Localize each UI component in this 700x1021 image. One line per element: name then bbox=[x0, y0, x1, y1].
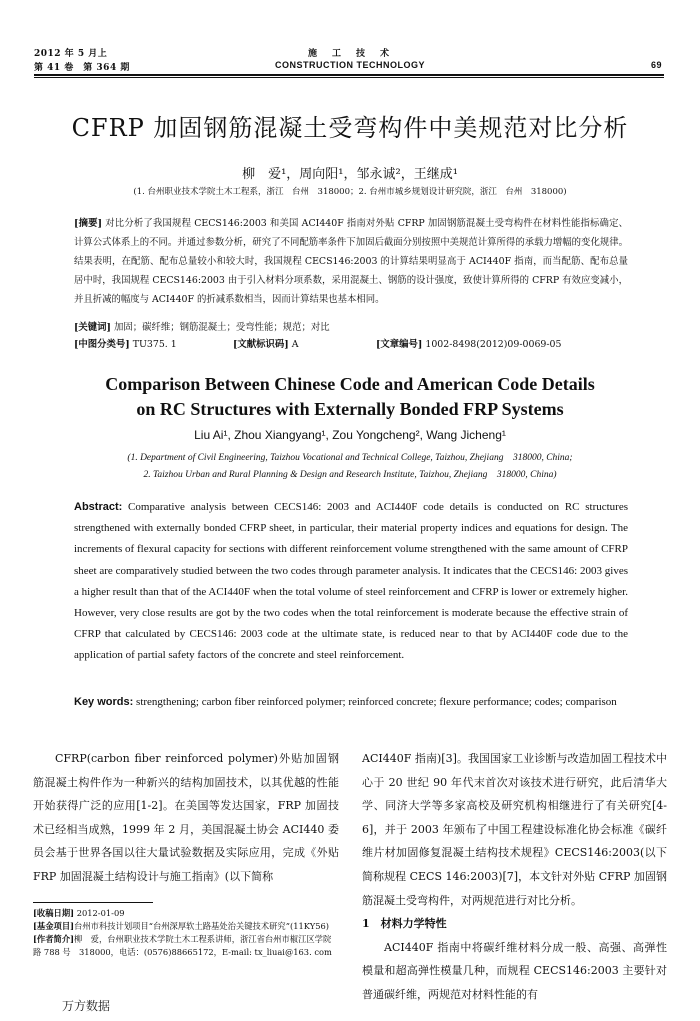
received-value: 2012-01-09 bbox=[76, 908, 125, 918]
footnote-author bbox=[33, 933, 339, 959]
paper-title-cn: CFRP 加固钢筋混凝土受弯构件中美规范对比分析 bbox=[71, 114, 629, 142]
footnote bbox=[33, 907, 339, 959]
footnote-rule bbox=[33, 902, 153, 903]
clc-label: [中图分类号] bbox=[74, 339, 130, 350]
watermark: 万方数据 bbox=[62, 999, 111, 1013]
header-date: 2012 年 5 月上 bbox=[34, 49, 108, 59]
doc-value: A bbox=[291, 339, 299, 350]
article-value: 1002-8498(2012)09-0069-05 bbox=[425, 339, 562, 350]
body-right-paragraph-2: ACI440F 指南中将碳纤维材料分成一般、高强、高弹性模量和超高弹性模量几种，而规程 CECS146:2003 主要针对普通碳纤维，两规范对材料性能的有 bbox=[362, 940, 667, 1001]
keywords-en bbox=[74, 692, 628, 713]
keywords-en-text: strengthening; carbon fiber reinforced polymer; reinforced concrete; flexure performance; codes; comparison bbox=[136, 696, 617, 708]
doc-label: [文献标识码] bbox=[233, 339, 289, 350]
article-label: [文章编号] bbox=[376, 339, 423, 350]
affiliation-en-line1: (1. Department of Civil Engineering, Taizhou Vocational and Technical College, Taizhou, Zhejiang 318000, China; bbox=[127, 453, 573, 463]
header-issue: 第 41 卷 第 364 期 bbox=[34, 63, 130, 73]
affiliation-cn: (1. 台州职业技术学院土木工程系，浙江 台州 318000；2. 台州市城乡规划设计研究院，浙江 台州 318000) bbox=[133, 187, 567, 197]
keywords-en-label: Key words: bbox=[74, 696, 134, 708]
abstract-en-label: Abstract: bbox=[74, 501, 123, 513]
header-journal-en: CONSTRUCTION TECHNOLOGY bbox=[275, 60, 425, 70]
header-journal-cn: 施 工 技 术 bbox=[307, 49, 392, 59]
fund-value: 台州市科技计划项目“台州深厚软土路基处治关键技术研究”(11KY56) bbox=[74, 921, 329, 931]
affiliation-en-line2: 2. Taizhou Urban and Rural Planning & Design and Research Institute, Taizhou, Zhejiang 318000, China) bbox=[143, 470, 557, 480]
abstract-en-text: Comparative analysis between CECS146: 2003 and ACI440F code details is conducted on RC structures strengthened with externally bonded CFRP sheet, in particular, their material property indices and equations for design. The increments of flexural capacity for sections with different reinforcement volume strengthened with the same amount of CFRP sheet are comparatively studied between the two codes through parameter analysis. It indicates that the CECS146: 2003 gives a higher result than that of the ACI440F when the total volume of steel reinforcement and CFRP is lower or extremely higher. However, very close results are got by the two codes when the total reinforcement is moderate because the effective strain of CFRP that calculated by CECS146: 2003 code at the ultimate state, is reduced near to that by ACI440F code due to the application of partial safety factors of the concrete and steel reinforcement. bbox=[74, 501, 629, 662]
article-number bbox=[376, 336, 561, 350]
keywords-cn-label: [关键词] bbox=[74, 322, 111, 333]
author-value: 柳 爱，台州职业技术学院土木工程系讲师，浙江省台州市椒江区学院路 788 号 318000，电话：(0576)88665172，E-mail: tx_liuai@163. com bbox=[33, 934, 332, 957]
author-label: [作者简介] bbox=[33, 934, 75, 944]
clc-number bbox=[74, 336, 177, 350]
header-page-number: 69 bbox=[650, 60, 662, 70]
abstract-en bbox=[74, 497, 628, 667]
clc-value: TU375. 1 bbox=[132, 339, 177, 350]
authors-en: Liu Ai¹, Zhou Xiangyang¹, Zou Yongcheng², Wang Jicheng¹ bbox=[194, 428, 506, 442]
keywords-cn-text: 加固；碳纤维；钢筋混凝土；受弯性能；规范；对比 bbox=[113, 322, 330, 333]
body-left-paragraph: CFRP(carbon fiber reinforced polymer)外贴加固钢筋混凝土构件作为一种新兴的结构加固技术，以其优越的性能开始获得广泛的应用[1-2]。在美国等发达国家，FRP 加固技术已经相当成熟，1999 年 2 月，美国混凝土协会 ACI440 委员会基于世界各国以往大量试验数据及实际应用，完成《外贴 FRP 加固混凝土结构设计与施工指南》(以下简称 bbox=[33, 752, 339, 883]
keywords-cn bbox=[74, 319, 628, 333]
document-code bbox=[233, 336, 299, 350]
abstract-cn-text: 对比分析了我国规程 CECS146:2003 和美国 ACI440F 指南对外贴 CFRP 加固钢筋混凝土受弯构件在材料性能指标确定、计算公式体系上的不同。并通过参数分析，研究了不同配筋率条件下加固后截面分别按照中美规范计算所得的承载力增幅的变化规律。结果表明，在配筋、配布总量较小和较大时，我国规程 CECS146:2003 的计算结果明显高于 ACI440F 指南，而当配筋、配布总量居中时，我国规程 CECS146:2003 由于引入材料分项系数，采用混凝土、钢筋的设计强度，致使计算所得的 CFRP 有效应变减小，并且折减的幅度与 ACI440F 的折减系数相当，因而计算结果也基本相同。 bbox=[74, 218, 629, 305]
fund-label: [基金项目] bbox=[33, 921, 75, 931]
abstract-cn-label: [摘要] bbox=[74, 218, 103, 229]
abstract-cn bbox=[74, 214, 628, 309]
footnote-received bbox=[33, 907, 339, 920]
body-left-column bbox=[33, 747, 339, 889]
header-rule bbox=[34, 74, 664, 76]
received-label: [收稿日期] bbox=[33, 908, 75, 918]
body-right-paragraph-1: ACI440F 指南)[3]。我国国家工业诊断与改造加固工程技术中心于 20 世纪 90 年代末首次对该技术进行研究，此后清华大学、同济大学等多家高校及研究机构相继进行了有关研究[4-6]，并于 2003 年颁布了中国工程建设标准化协会标准《碳纤维片材加固修复混凝土结构技术规程》CECS146:2003(以下简称规程 CECS 146:2003)[7]，本文针对外贴 CFRP 加固钢筋混凝土受弯构件，对两规范进行对比分析。 bbox=[362, 752, 667, 907]
footnote-fund bbox=[33, 920, 339, 933]
authors-cn: 柳 爱¹，周向阳¹，邹永诚²，王继成¹ bbox=[242, 167, 458, 182]
paper-title-en-line1: Comparison Between Chinese Code and American Code Details bbox=[105, 374, 595, 394]
paper-title-en-line2: on RC Structures with Externally Bonded FRP Systems bbox=[136, 399, 564, 419]
body-right-column bbox=[362, 747, 667, 1007]
section-1-heading: 1 材料力学特性 bbox=[362, 917, 447, 931]
header-rule-thin bbox=[34, 77, 664, 78]
